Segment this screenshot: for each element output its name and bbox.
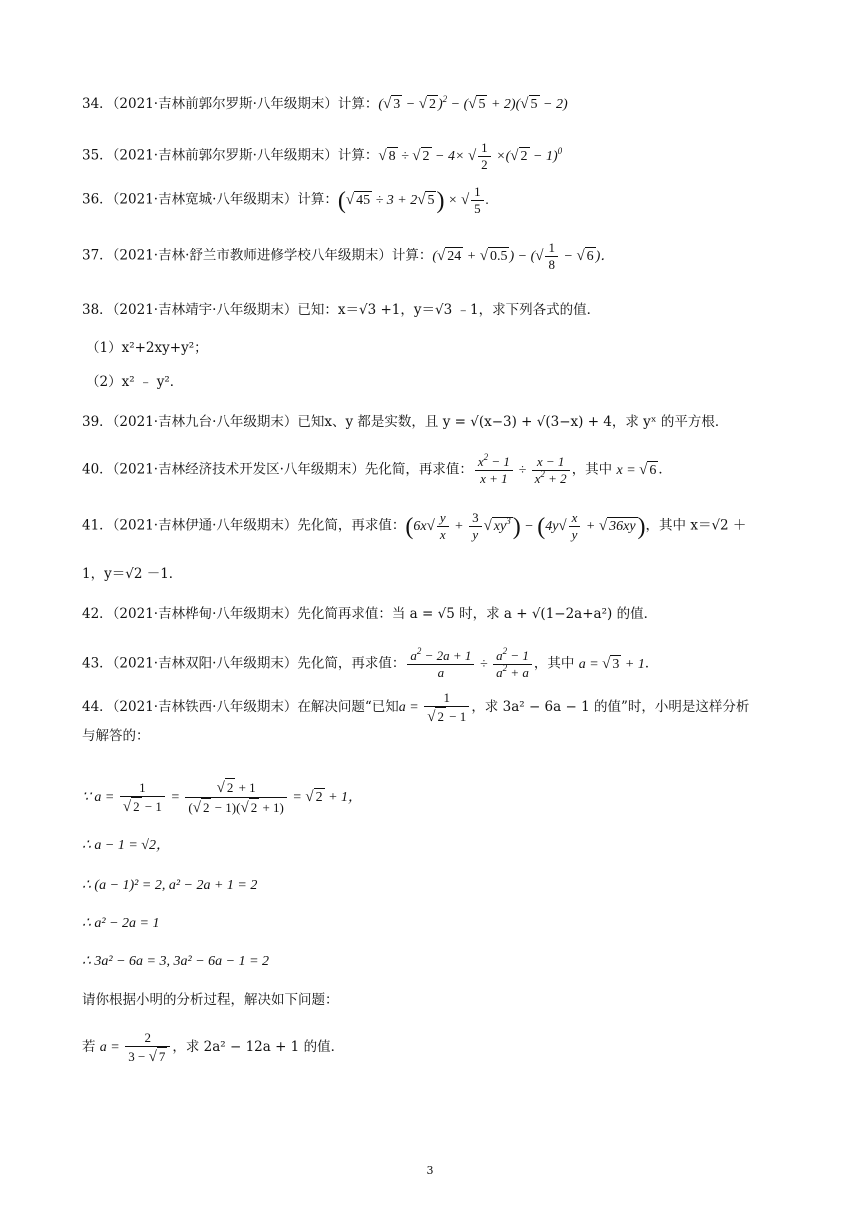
problem-38-part-2: （2）x² ﹣ y²． [86, 374, 184, 390]
problem-44-question: 若 a = $\frac{2}{3 - √ 7}$ ，求 2a² − 12a + 1 的值． [82, 1030, 345, 1065]
problem-41-label: 41．（2021·吉林伊通·八年级期末）先化简，再求值： [82, 517, 406, 534]
problem-35-label: 35．（2021·吉林前郭尔罗斯·八年级期末）计算： [82, 147, 379, 164]
problem-41: 41．（2021·吉林伊通·八年级期末）先化简，再求值：(6x√ $\frac{y}{x}$ + $\frac{3}{y}$ √ $xy^3) - (4y√$ $\frac{x}{y}$ + √ 36xy)，其中 x＝√2 ＋ [82, 510, 747, 542]
problem-42-expression: 当 a = √5 时，求 a + √(1−2a+a²) 的值． [391, 606, 658, 622]
problem-41-continued: 1，y＝√2 －1． [82, 566, 183, 582]
solution-step-4: ∴ a² − 2a = 1 [82, 916, 160, 931]
problem-43-expression: $\frac{a^2 - 2a + 1}{a}$ ÷ $\frac{a^2 - 1}{a^2 + a}$ [405, 657, 534, 672]
problem-35-expression: √ 8 ÷ √ 2 − 4× √ $\frac{1}{2}$ ×(√ 2 − 1)$^0$ [378, 140, 563, 172]
problem-38 [82, 300, 600, 320]
problem-37 [82, 240, 614, 273]
problem-40-expression: $\frac{x^2 - 1}{x + 1}$ ÷ $\frac{x - 1}{x^2 + 2}$ [473, 463, 572, 478]
problem-41-expression: (6x√ $\frac{y}{x}$ + $\frac{3}{y}$ √ $xy^3) - (4y√$ $\frac{x}{y}$ + √ 36xy) [405, 510, 646, 542]
problem-38-expression: x＝√3 +1，y＝√3 ﹣1，求下列各式的值． [337, 302, 601, 318]
problem-40-label: 40．（2021·吉林经济技术开发区·八年级期末）先化简，再求值： [82, 461, 473, 478]
problem-42 [82, 604, 657, 624]
problem-37-expression: (√ 24 + √ 0.5 ) − (√ $\frac{1}{8}$ − √ 6 )． [432, 240, 615, 272]
problem-42-label: 42．（2021·吉林桦甸·八年级期末）先化简再求值： [82, 606, 392, 622]
problem-44: 44．（2021·吉林铁西·八年级期末）在解决问题“已知a = $\frac{1}{√ 2 - 1}$ ，求 3a² − 6a − 1 的值”时，小明是这样分析 [82, 690, 750, 725]
page-number: 3 [426, 1164, 434, 1177]
solution-step-2: ∴ a − 1 = √2， [82, 838, 170, 853]
problem-44-label: 44．（2021·吉林铁西·八年级期末）在解决问题“已知 [82, 699, 399, 716]
problem-36-label: 36．（2021·吉林宽城·八年级期末）计算： [82, 191, 338, 208]
problem-44-continued: 与解答的： [82, 728, 150, 744]
problem-34-expression: (√ 3 − √ 2 )$^2$ − (√ 5 + 2)(√ 5 − 2) [378, 94, 568, 112]
problem-34-label: 34．（2021·吉林前郭尔罗斯·八年级期末）计算： [82, 96, 379, 112]
solution-step-5: ∴ 3a² − 6a = 3, 3a² − 6a − 1 = 2 [82, 954, 270, 969]
problem-43: 43．（2021·吉林双阳·八年级期末）先化简，再求值： $\frac{a^2 - 2a + 1}{a}$ ÷ $\frac{a^2 - 1}{a^2 + a}$ ，其中 a = √ 3 + 1． [82, 646, 659, 680]
problem-44-given: a = $\frac{1}{√ 2 - 1}$ [399, 700, 472, 715]
problem-38-part-1: （1）x²+2xy+y²； [86, 340, 208, 356]
problem-39-expression: x、y 都是实数，且 y = √(x−3) + √(3−x) + 4，求 yˣ 的平方根． [324, 414, 729, 430]
problem-39-label: 39．（2021·吉林九台·八年级期末）已知 [82, 414, 325, 430]
problem-38-label: 38．（2021·吉林靖宇·八年级期末）已知： [82, 302, 338, 318]
problem-37-label: 37．（2021·吉林·舒兰市教师进修学校八年级期末）计算： [82, 247, 433, 264]
problem-36-expression: (√ 45 ÷ 3 + 2√ 5) × √ $\frac{1}{5}$ . [337, 184, 490, 216]
solution-step-3: ∴ (a − 1)² = 2, a² − 2a + 1 = 2 [82, 878, 258, 893]
problem-34 [82, 94, 568, 115]
problem-35 [82, 140, 562, 173]
problem-44-instruction: 请你根据小明的分析过程，解决如下问题： [82, 992, 339, 1008]
problem-43-label: 43．（2021·吉林双阳·八年级期末）先化简，再求值： [82, 655, 406, 672]
problem-36 [82, 184, 489, 217]
problem-40: 40．（2021·吉林经济技术开发区·八年级期末）先化简，再求值： $\frac{x^2 - 1}{x + 1}$ ÷ $\frac{x - 1}{x^2 + 2}$ ，其中 x = √ 6 ． [82, 452, 672, 486]
problem-39 [82, 412, 728, 432]
solution-step-1: ∵ a = $\frac{1}{√ 2 - 1}$ = $\frac{√ 2 + 1}{(√ 2 - 1)(√ 2 + 1)}$ = √ 2 + 1， [82, 779, 363, 816]
